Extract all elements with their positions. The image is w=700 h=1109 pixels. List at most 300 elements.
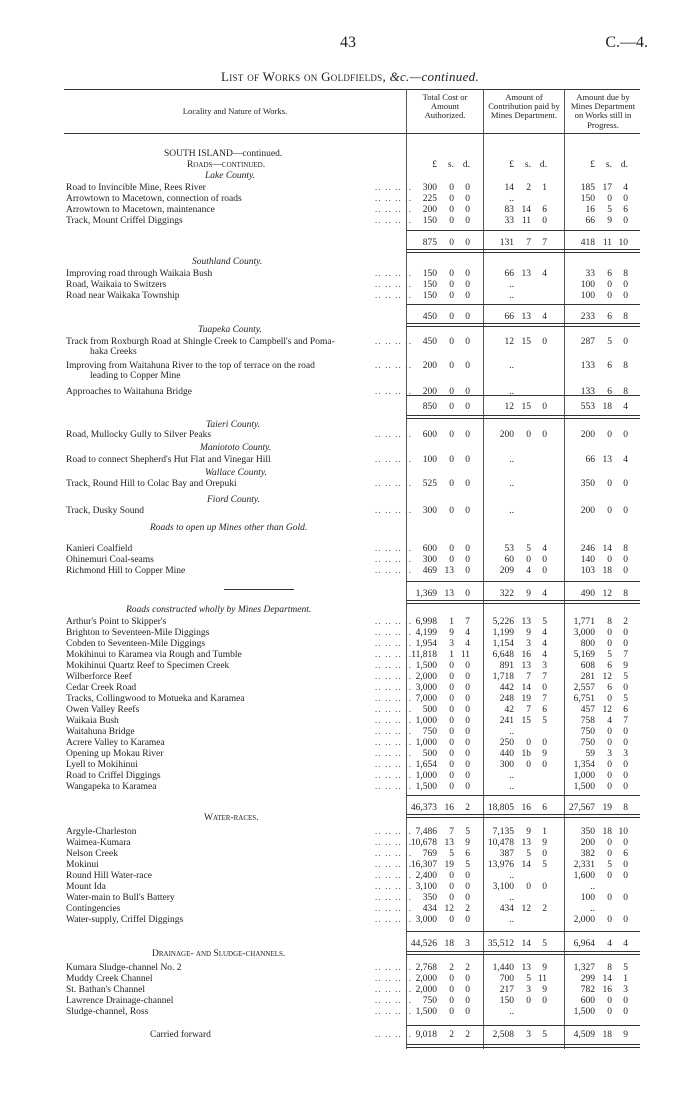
amount-part: 150 xyxy=(422,269,437,279)
amount-part: 0 xyxy=(623,216,628,226)
row-description: Acrere Valley to Karamea xyxy=(66,738,165,748)
amount-part: 66 xyxy=(585,216,595,226)
header-total-cost: Total Cost or Amount Authorized. xyxy=(422,92,468,121)
leader-dots: .. .. .. .. xyxy=(374,860,412,870)
amount-part: 750 xyxy=(422,727,437,737)
amount-part: 1,600 xyxy=(573,871,595,881)
amount-part: 14 xyxy=(521,939,531,949)
amount-part: 0 xyxy=(607,760,612,770)
amount-part: 9 xyxy=(542,749,547,759)
amount-part: 0 xyxy=(623,291,628,301)
amount-part: 750 xyxy=(580,738,595,748)
section-heading-roads: Roads—continued. xyxy=(187,160,266,170)
amount-part: 0 xyxy=(449,705,454,715)
amount-part: 12 xyxy=(602,672,612,682)
leader-dots: .. .. .. .. xyxy=(374,430,412,440)
amount-part: 200 xyxy=(580,430,595,440)
table-row xyxy=(64,893,640,904)
amount-part: 13 xyxy=(521,312,531,322)
amount-part: 13 xyxy=(521,661,531,671)
amount-part: 11 xyxy=(537,974,547,984)
amount-part: 1 xyxy=(542,183,547,193)
amount-part: 450 xyxy=(422,337,437,347)
amount-part: 9 xyxy=(542,963,547,973)
amount-part: 0 xyxy=(607,838,612,848)
amount-part: 0 xyxy=(623,1007,628,1017)
amount-part: 0 xyxy=(607,628,612,638)
amount-part: 440 xyxy=(499,749,514,759)
row-description: Waitahuna Bridge xyxy=(66,727,135,737)
amount-part: 0 xyxy=(542,760,547,770)
amount-part: 0 xyxy=(449,915,454,925)
leader-dots: .. .. .. .. xyxy=(374,506,412,516)
amount-part: 66 xyxy=(504,269,514,279)
amount-part: 0 xyxy=(465,337,470,347)
amount-part: 0 xyxy=(607,727,612,737)
amount-part: 0 xyxy=(449,1007,454,1017)
amount-part: 0 xyxy=(465,455,470,465)
amount-part: 27,567 xyxy=(568,803,595,813)
amount-part: 6 xyxy=(542,205,547,215)
amount-part: 246 xyxy=(580,544,595,554)
subtotal-row xyxy=(64,312,640,323)
table-row xyxy=(64,827,640,838)
amount-part: 0 xyxy=(542,738,547,748)
total-rule xyxy=(407,931,640,932)
leader-dots: .. .. .. .. xyxy=(374,555,412,565)
amount-part: 0 xyxy=(623,280,628,290)
amount-part: 12 xyxy=(602,589,612,599)
table-row xyxy=(64,291,640,302)
amount-part: 300 xyxy=(422,555,437,565)
leader-dots: .. .. .. .. xyxy=(374,216,412,226)
table-row xyxy=(64,455,640,466)
amount-part: 225 xyxy=(422,194,437,204)
amount-part: 2,557 xyxy=(573,683,595,693)
amount-part: 60 xyxy=(504,555,514,565)
amount-part: 0 xyxy=(449,479,454,489)
amount-part: 5 xyxy=(607,650,612,660)
amount-part: 0 xyxy=(542,882,547,892)
table-row xyxy=(64,544,640,555)
amount-part: 9 xyxy=(623,661,628,671)
leader-dots: .. .. .. .. xyxy=(374,361,412,371)
amount-part: 133 xyxy=(580,361,595,371)
table-row xyxy=(64,694,640,705)
amount-part: 46,373 xyxy=(410,803,437,813)
amount-part: .. xyxy=(509,280,514,290)
amount-part: 1 xyxy=(449,650,454,660)
row-description: Owen Valley Reefs xyxy=(66,705,140,715)
row-description: Road near Waikaka Township xyxy=(66,291,180,301)
amount-part: 2 xyxy=(449,1030,454,1040)
amount-part: 16 xyxy=(602,985,612,995)
row-description: Mount Ida xyxy=(66,882,106,892)
table-row xyxy=(64,705,640,716)
amount-part: 0 xyxy=(465,312,470,322)
amount-part: 2,000 xyxy=(573,915,595,925)
table-row xyxy=(64,617,640,628)
amount-part: 0 xyxy=(449,555,454,565)
total-rule xyxy=(407,1025,640,1026)
amount-part: 0 xyxy=(607,849,612,859)
row-description: Arrowtown to Macetown, connection of roads xyxy=(66,194,242,204)
amount-part: 0 xyxy=(465,479,470,489)
amount-part: .. xyxy=(509,893,514,903)
table-row xyxy=(64,985,640,996)
amount-part: 2,000 xyxy=(415,672,437,682)
row-description-continued: leading to Copper Mine xyxy=(90,371,181,381)
amount-part: 0 xyxy=(449,760,454,770)
table-row xyxy=(64,639,640,650)
amount-part: 185 xyxy=(580,183,595,193)
amount-part: 0 xyxy=(526,738,531,748)
header-contribution: Amount of Contribution paid by Mines Department. xyxy=(488,92,560,121)
amount-part: 0 xyxy=(623,893,628,903)
amount-part: 0 xyxy=(465,985,470,995)
amount-part: 233 xyxy=(580,312,595,322)
amount-part: 7 xyxy=(526,705,531,715)
table-row xyxy=(64,337,640,357)
row-description: Carried forward xyxy=(150,1030,211,1040)
amount-part: 66 xyxy=(504,312,514,322)
amount-part: 8 xyxy=(623,589,628,599)
table-row xyxy=(64,361,640,381)
amount-part: .. xyxy=(509,479,514,489)
amount-part: 0 xyxy=(449,337,454,347)
leader-dots: .. .. .. .. xyxy=(374,455,412,465)
amount-part: 0 xyxy=(465,893,470,903)
amount-part: 1,500 xyxy=(415,1007,437,1017)
leader-dots: .. .. .. .. xyxy=(374,1007,412,1017)
row-description: St. Bathan's Channel xyxy=(66,985,146,995)
amount-part: 3 xyxy=(526,1030,531,1040)
amount-part: 0 xyxy=(449,985,454,995)
amount-part: 450 xyxy=(422,312,437,322)
amount-part: 418 xyxy=(580,238,595,248)
amount-part: 0 xyxy=(542,337,547,347)
amount-part: 0 xyxy=(465,402,470,412)
row-description: Approaches to Waitahuna Bridge xyxy=(66,387,192,397)
leader-dots: .. .. .. .. xyxy=(374,904,412,914)
leader-dots: .. .. .. .. xyxy=(374,716,412,726)
row-description: Cobden to Seventeen-Mile Diggings xyxy=(66,639,206,649)
amount-part: .. xyxy=(509,291,514,301)
leader-dots: .. .. .. .. xyxy=(374,871,412,881)
amount-part: 0 xyxy=(449,506,454,516)
amount-part: 0 xyxy=(623,738,628,748)
amount-part: 6 xyxy=(465,849,470,859)
amount-part: 0 xyxy=(449,782,454,792)
amount-part: 0 xyxy=(449,544,454,554)
amount-part: 1,199 xyxy=(492,628,514,638)
row-description: Water-supply, Criffel Diggings xyxy=(66,915,184,925)
amount-part: 13 xyxy=(444,589,454,599)
amount-part: 0 xyxy=(623,430,628,440)
amount-part: 2,400 xyxy=(415,871,437,881)
amount-part: 0 xyxy=(449,661,454,671)
amount-part: 382 xyxy=(580,849,595,859)
amount-part: 5 xyxy=(542,617,547,627)
amount-part: 0 xyxy=(449,974,454,984)
amount-part: 1 xyxy=(449,617,454,627)
amount-part: 2 xyxy=(542,904,547,914)
table-row xyxy=(64,683,640,694)
amount-part: 0 xyxy=(607,915,612,925)
row-description: Argyle-Charleston xyxy=(66,827,137,837)
amount-part: 7 xyxy=(526,238,531,248)
amount-part: 758 xyxy=(580,716,595,726)
row-description: Kanieri Coalfield xyxy=(66,544,133,554)
leader-dots: .. .. .. .. xyxy=(374,882,412,892)
amount-part: 350 xyxy=(580,479,595,489)
amount-part: 2 xyxy=(465,963,470,973)
amount-part: 281 xyxy=(580,672,595,682)
amount-part: 6 xyxy=(542,803,547,813)
amount-part: 0 xyxy=(465,661,470,671)
amount-part: 0 xyxy=(449,683,454,693)
amount-part: 44,526 xyxy=(410,939,437,949)
amount-part: 250 xyxy=(499,738,514,748)
amount-part: 4 xyxy=(465,628,470,638)
amount-part: 12 xyxy=(602,705,612,715)
amount-part: 7,000 xyxy=(415,694,437,704)
amount-part: 0 xyxy=(465,771,470,781)
amount-part: 0 xyxy=(542,566,547,576)
table-row xyxy=(64,871,640,882)
amount-part: 0 xyxy=(465,566,470,576)
amount-part: 19 xyxy=(521,694,531,704)
amount-part: 2,508 xyxy=(492,1030,514,1040)
leader-dots: .. .. .. .. xyxy=(374,974,412,984)
row-description: Track from Roxburgh Road at Shingle Creek to Campbell's and Poma- xyxy=(66,337,335,347)
unit-label: s. xyxy=(605,160,612,170)
leader-dots: .. .. .. .. xyxy=(374,683,412,693)
amount-part: 0 xyxy=(449,694,454,704)
total-rule xyxy=(407,230,640,231)
amount-part: 0 xyxy=(526,882,531,892)
amount-part: 0 xyxy=(607,738,612,748)
table-row xyxy=(64,566,640,577)
amount-part: 19 xyxy=(602,803,612,813)
leader-dots: .. .. .. .. xyxy=(374,749,412,759)
row-description: Round Hill Water-race xyxy=(66,871,152,881)
amount-part: 6 xyxy=(623,705,628,715)
table-row xyxy=(64,716,640,727)
header-bottom-rule xyxy=(64,133,640,134)
amount-part: 0 xyxy=(465,430,470,440)
amount-part: 10,478 xyxy=(487,838,514,848)
amount-part: 0 xyxy=(449,716,454,726)
amount-part: 10 xyxy=(618,827,628,837)
amount-part: 5,226 xyxy=(492,617,514,627)
amount-part: 0 xyxy=(526,555,531,565)
leader-dots: .. .. .. .. xyxy=(374,963,412,973)
subtotal-row xyxy=(64,402,640,413)
section-heading-other-gold: Roads to open up Mines other than Gold. xyxy=(150,523,308,533)
amount-part: 0 xyxy=(465,589,470,599)
amount-part: 0 xyxy=(623,628,628,638)
amount-part: 7 xyxy=(623,716,628,726)
amount-part: 11 xyxy=(521,216,531,226)
amount-part: 15 xyxy=(521,716,531,726)
amount-part: 300 xyxy=(499,760,514,770)
table-row xyxy=(64,280,640,291)
amount-part: 891 xyxy=(499,661,514,671)
header-locality: Locality and Nature of Works. xyxy=(182,106,288,116)
amount-part: 0 xyxy=(607,555,612,565)
table-row xyxy=(64,628,640,639)
amount-part: 750 xyxy=(422,996,437,1006)
amount-part: 8 xyxy=(607,617,612,627)
amount-part: 434 xyxy=(499,904,514,914)
amount-part: 0 xyxy=(449,194,454,204)
row-description: Improving from Waitahuna River to the top of terrace on the road xyxy=(66,361,315,371)
amount-part: 0 xyxy=(465,269,470,279)
amount-part: 4 xyxy=(607,939,612,949)
table-row xyxy=(64,882,640,893)
amount-part: 13 xyxy=(521,838,531,848)
amount-part: 2 xyxy=(465,803,470,813)
amount-part: 0 xyxy=(607,639,612,649)
amount-part: .. xyxy=(509,506,514,516)
amount-part: 1,500 xyxy=(573,1007,595,1017)
amount-part: 553 xyxy=(580,402,595,412)
amount-part: 0 xyxy=(465,183,470,193)
units-row xyxy=(64,160,640,171)
leader-dots: .. .. .. .. xyxy=(374,838,412,848)
amount-part: 0 xyxy=(623,683,628,693)
amount-part: 12 xyxy=(504,402,514,412)
amount-part: 200 xyxy=(422,205,437,215)
total-rule xyxy=(407,1044,640,1048)
table-row xyxy=(64,860,640,871)
table-row xyxy=(64,650,640,661)
amount-part: 1,500 xyxy=(415,661,437,671)
amount-part: 100 xyxy=(580,893,595,903)
amount-part: 9 xyxy=(526,827,531,837)
header-amount-due: Amount due by Mines Department on Works still in Progress. xyxy=(570,92,636,130)
amount-part: 16,307 xyxy=(410,860,437,870)
total-rule xyxy=(407,323,640,327)
leader-dots: .. .. .. .. xyxy=(374,985,412,995)
unit-label: d. xyxy=(620,160,628,170)
title-lead: List of Works on Goldfields, xyxy=(221,69,390,84)
leader-dots: .. .. .. .. xyxy=(374,760,412,770)
amount-part: 33 xyxy=(585,269,595,279)
amount-part: 0 xyxy=(449,269,454,279)
amount-part: 1,000 xyxy=(573,771,595,781)
section-heading-drainage: Drainage- and Sludge-channels. xyxy=(152,949,286,959)
amount-part: 0 xyxy=(526,996,531,1006)
total-rule xyxy=(407,249,640,253)
leader-dots: .. .. .. .. xyxy=(374,280,412,290)
row-description: Road, Mullocky Gully to Silver Peaks xyxy=(66,430,212,440)
unit-label: d. xyxy=(539,160,547,170)
amount-part: 600 xyxy=(422,430,437,440)
amount-part: 1,654 xyxy=(415,760,437,770)
table-row xyxy=(64,760,640,771)
amount-part: 0 xyxy=(607,871,612,881)
amount-part: 0 xyxy=(607,430,612,440)
amount-part: 2 xyxy=(465,1030,470,1040)
amount-part: 0 xyxy=(449,871,454,881)
amount-part: 7 xyxy=(623,650,628,660)
amount-part: 9 xyxy=(449,628,454,638)
amount-part: 83 xyxy=(504,205,514,215)
amount-part: 42 xyxy=(504,705,514,715)
amount-part: 4 xyxy=(623,939,628,949)
amount-part: 11,818 xyxy=(411,650,437,660)
amount-part: 5 xyxy=(607,337,612,347)
amount-part: 5 xyxy=(465,827,470,837)
amount-part: 0 xyxy=(623,194,628,204)
leader-dots: .. .. .. .. xyxy=(374,479,412,489)
amount-part: .. xyxy=(509,194,514,204)
amount-part: 7 xyxy=(526,672,531,682)
amount-part: .. xyxy=(509,782,514,792)
amount-part: 6 xyxy=(607,387,612,397)
amount-part: 35,512 xyxy=(487,939,514,949)
row-description: Opening up Mokau River xyxy=(66,749,164,759)
amount-part: 0 xyxy=(623,639,628,649)
section-heading-wholly: Roads constructed wholly by Mines Department. xyxy=(126,605,312,615)
amount-part: 9 xyxy=(526,589,531,599)
amount-part: 0 xyxy=(465,205,470,215)
row-description: Richmond Hill to Copper Mine xyxy=(66,566,186,576)
row-description: Waimea-Kumara xyxy=(66,838,131,848)
table-row xyxy=(64,479,640,490)
amount-part: 600 xyxy=(580,996,595,1006)
works-table xyxy=(64,89,640,1089)
amount-part: 8 xyxy=(623,312,628,322)
row-description: Ohinemuri Coal-seams xyxy=(66,555,154,565)
amount-part: 434 xyxy=(422,904,437,914)
amount-part: 7 xyxy=(542,238,547,248)
leader-dots: .. .. .. .. xyxy=(374,705,412,715)
amount-part: 5 xyxy=(542,716,547,726)
amount-part: 18 xyxy=(602,827,612,837)
amount-part: 5 xyxy=(607,205,612,215)
table-row xyxy=(64,183,640,194)
row-description: Muddy Creek Channel xyxy=(66,974,153,984)
amount-part: 0 xyxy=(526,430,531,440)
amount-part: 0 xyxy=(607,479,612,489)
amount-part: 5 xyxy=(607,860,612,870)
amount-part: 1b xyxy=(521,749,531,759)
amount-part: 0 xyxy=(465,749,470,759)
amount-part: 18 xyxy=(444,939,454,949)
amount-part: 14 xyxy=(521,683,531,693)
amount-part: 0 xyxy=(449,183,454,193)
amount-part: 6,751 xyxy=(573,694,595,704)
amount-part: 350 xyxy=(580,827,595,837)
amount-part: 1,354 xyxy=(573,760,595,770)
amount-part: .. xyxy=(509,771,514,781)
amount-part: 0 xyxy=(623,915,628,925)
amount-part: 9,018 xyxy=(415,1030,437,1040)
page-number: 43 xyxy=(340,34,356,51)
amount-part: 350 xyxy=(422,893,437,903)
amount-part: 12 xyxy=(444,904,454,914)
leader-dots: .. .. .. .. xyxy=(374,205,412,215)
leader-dots: .. .. .. .. xyxy=(374,893,412,903)
section-heading-maniototo: Maniototo County. xyxy=(200,443,272,453)
amount-part: 7 xyxy=(542,672,547,682)
amount-part: 0 xyxy=(607,694,612,704)
row-description: Road to Criffel Diggings xyxy=(66,771,161,781)
leader-dots: .. .. .. .. xyxy=(374,291,412,301)
